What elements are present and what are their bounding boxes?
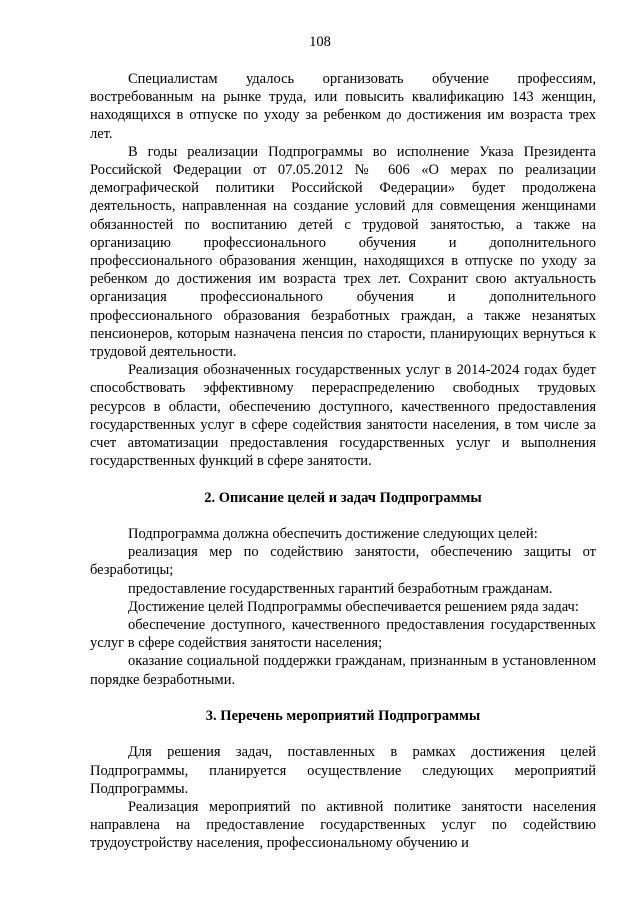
document-body [90, 70, 596, 853]
paragraph: обеспечение доступного, качественного предоставления государственных услуг в сфере содействия занятости населения; [90, 617, 596, 652]
paragraph: предоставление государственных гарантий безработным гражданам. [128, 580, 553, 597]
paragraph: Для решения задач, поставленных в рамках достижения целей Подпрограммы, планируется осуществление следующих мероприятий Подпрограммы. [90, 744, 596, 797]
page-number: 108 [309, 34, 331, 50]
section-heading: 3. Перечень мероприятий Подпрограммы [205, 708, 481, 725]
paragraph: Подпрограмма должна обеспечить достижение следующих целей: [128, 526, 538, 543]
paragraph: В годы реализации Подпрограммы во исполнение Указа Президента Российской Федерации от 07.05.2012 № 606 «О мерах по реализации демографической политики Российской Федерации» будет продолжена деятельность, направленная на создание условий для совмещения женщинами обязанностей по воспитанию детей с трудовой занятостью, а также на организацию профессионального обучения и дополнительного профессионального образования женщин, находящихся в отпуске по уходу за ребенком до достижения им возраста трех лет. Сохранит свою актуальность организация профессионального обучения и дополнительного профессионального образования безработных граждан, а также незанятых пенсионеров, которым назначена пенсия по старости, планирующих вернуться к трудовой деятельности. [90, 143, 596, 361]
paragraph: Достижение целей Подпрограммы обеспечивается решением ряда задач: [128, 598, 579, 615]
section-heading: 2. Описание целей и задач Подпрограммы [204, 489, 482, 506]
paragraph: Специалистам удалось организовать обучение профессиям, востребованным на рынке труда, или повысить квалификацию 143 женщин, находящихся в отпуске по уходу за ребенком до достижения им возраста трех лет. [90, 71, 596, 142]
paragraph: Реализация мероприятий по активной политике занятости населения направлена на предоставление государственных услуг по содействию трудоустройству населения, профессиональному обучению и [90, 799, 596, 852]
paragraph: оказание социальной поддержки гражданам, признанным в установленном порядке безработными. [90, 653, 596, 688]
paragraph: реализация мер по содействию занятости, обеспечению защиты от безработицы; [90, 544, 596, 579]
paragraph: Реализация обозначенных государственных услуг в 2014-2024 годах будет способствовать эффективному перераспределению свободных трудовых ресурсов в области, обеспечению доступного, качественного предоставления государственных услуг в сфере содействия занятости населения, в том числе за счет автоматизации предоставления государственных услуг и выполнения государственных функций в сфере занятости. [90, 362, 596, 470]
